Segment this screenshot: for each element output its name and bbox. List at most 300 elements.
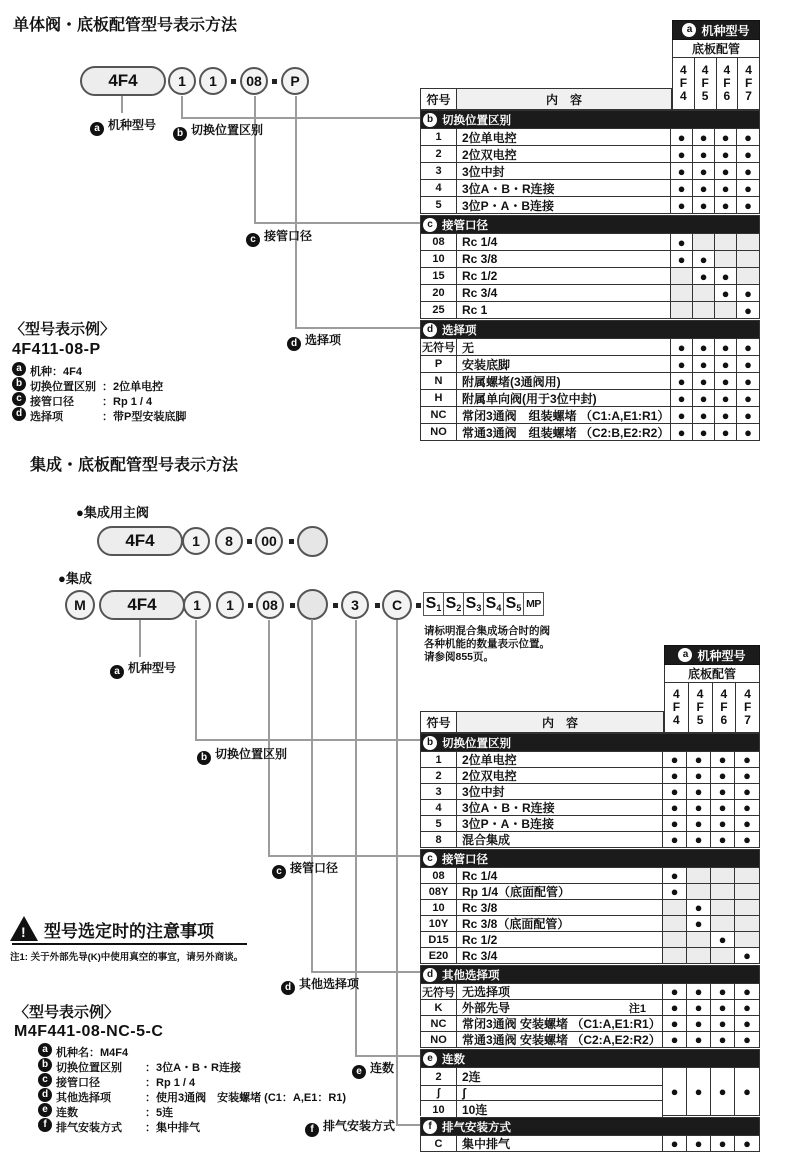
table-row	[421, 983, 759, 999]
availability-dot-cell	[715, 424, 737, 440]
availability-dot-icon: ●	[718, 800, 727, 815]
availability-dot-icon: ●	[677, 180, 686, 196]
availability-dot-cell	[693, 197, 715, 213]
cell-code: 08	[421, 234, 457, 250]
example-row	[14, 1118, 414, 1133]
availability-dot-cell	[687, 884, 711, 899]
availability-dot-cell	[693, 129, 715, 145]
model-code-char: 4	[745, 63, 752, 77]
availability-dot-cell	[687, 1136, 711, 1151]
diagram-label-text: 接管口径	[290, 861, 339, 875]
table-row	[421, 751, 759, 767]
circled-c-icon: c	[272, 865, 286, 879]
availability-dot-cell	[671, 129, 693, 145]
model-code-cells	[672, 58, 760, 110]
cell-code: 5	[421, 816, 457, 831]
availability-dot-icon: ●	[744, 407, 752, 423]
example-value: ：2位单电控	[102, 381, 164, 393]
cell-content: ʃ	[457, 1086, 663, 1100]
example-label: 连数	[56, 1107, 78, 1119]
availability-dot-icon: ●	[744, 163, 752, 179]
table-row	[421, 947, 759, 963]
availability-dot-cell	[715, 407, 737, 423]
availability-dot-cell	[663, 884, 687, 899]
availability-dot-icon: ●	[721, 163, 730, 179]
availability-dot-icon: ●	[721, 180, 730, 196]
example-value: ：使用3通阀 安装螺堵 (C1：A,E1：R1)	[145, 1092, 347, 1104]
diagram-label-text: 切换位置区别	[191, 123, 264, 137]
availability-dot-cell	[663, 816, 687, 831]
model-code-char: F	[701, 76, 709, 90]
availability-dot-icon: ●	[743, 832, 751, 847]
cell-code: N	[421, 373, 457, 389]
diagram-label-text: 机种型号	[108, 118, 157, 132]
availability-dot-cell	[671, 373, 693, 389]
availability-dot-icon: ●	[694, 784, 703, 799]
availability-dot-cell	[735, 900, 759, 915]
availability-dot-cell	[687, 1032, 711, 1047]
availability-dot-icon: ●	[718, 768, 727, 783]
model-digit-bubble: 1	[168, 67, 196, 95]
availability-dot-cell	[715, 234, 737, 250]
station-box	[503, 592, 524, 616]
cell-code: 1	[421, 129, 457, 145]
model-code	[738, 58, 760, 110]
cell-content: 附属单向阀(用于3位中封)	[457, 390, 671, 406]
station-box	[443, 592, 464, 616]
availability-dot-cell	[711, 832, 735, 847]
availability-dot-cell	[663, 800, 687, 815]
section-title: 接管口径	[442, 219, 488, 232]
example-row	[10, 407, 410, 422]
cell-content: 集中排气	[457, 1136, 663, 1151]
single-valve-section-title: 单体阀・底板配管型号表示方法	[13, 17, 238, 34]
availability-dot-cell	[735, 884, 759, 899]
cell-content: 无	[457, 339, 671, 355]
availability-dot-icon: ●	[721, 285, 730, 301]
note-line: 请标明混合集成场合时的阀	[424, 625, 550, 637]
circled-e-icon: e	[423, 1052, 437, 1066]
availability-dot-cell	[687, 984, 711, 999]
availability-dot-icon: ●	[677, 251, 686, 267]
availability-dot-icon: ●	[743, 984, 751, 999]
table-row	[421, 1068, 663, 1085]
example-row	[14, 1103, 414, 1118]
connector-line	[311, 619, 313, 973]
section-title: 选择项	[442, 324, 477, 337]
connector-line	[254, 222, 421, 224]
availability-dot-icon: ●	[694, 916, 703, 931]
cell-content: 3位P・A・B连接	[457, 197, 671, 213]
availability-dot-icon: ●	[694, 832, 703, 847]
availability-dot-cell	[735, 768, 759, 783]
model-digit-bubble: 8	[215, 527, 243, 555]
model-code-char: 7	[744, 713, 751, 727]
availability-dot-cell	[737, 251, 759, 267]
column-content-header: 内 容	[457, 712, 663, 732]
circled-letter-icon: b	[12, 377, 26, 391]
cell-content: Rc 3/8	[457, 251, 671, 267]
model-code-header	[664, 645, 760, 733]
table-row	[421, 831, 759, 847]
availability-dot-cell	[735, 948, 759, 963]
cell-content: 3位中封	[457, 784, 663, 799]
table-row	[421, 145, 759, 162]
availability-dot-cell	[711, 868, 735, 883]
availability-dot-cell	[693, 424, 715, 440]
cell-code: 3	[421, 163, 457, 179]
model-code-header	[672, 20, 760, 110]
section-header-bar	[421, 321, 759, 338]
cell-code: 10Y	[421, 916, 457, 931]
availability-dot-cell	[737, 163, 759, 179]
model-code-char: 4	[720, 687, 728, 701]
availability-dot-icon: ●	[677, 163, 686, 179]
availability-dot-icon: ●	[694, 1032, 703, 1047]
circled-e-icon: e	[352, 1065, 366, 1079]
availability-dot-cell	[711, 816, 735, 831]
cell-code: 2	[421, 768, 457, 783]
cell-content: Rc 1/4	[457, 868, 663, 883]
example-row	[10, 362, 410, 377]
availability-dot-cell	[693, 251, 715, 267]
availability-dot-icon: ●	[721, 146, 730, 162]
circled-letter-icon: b	[38, 1058, 52, 1072]
cell-content: 2连	[457, 1068, 663, 1085]
availability-dot-icon: ●	[670, 1032, 679, 1047]
blank-option-bubble	[297, 526, 328, 557]
availability-dot-icon: ●	[743, 800, 751, 815]
separator-dot-icon	[290, 603, 295, 608]
cell-content: 3位P・A・B连接	[457, 816, 663, 831]
cell-content: 2位单电控	[457, 129, 671, 145]
availability-dot-cell	[711, 900, 735, 915]
cell-code: 4	[421, 800, 457, 815]
table-row	[421, 899, 759, 915]
circled-letter-icon: d	[12, 407, 26, 421]
availability-dot-icon: ●	[677, 407, 686, 423]
availability-dot-cell	[711, 1000, 735, 1015]
availability-dot-icon: ●	[721, 356, 730, 372]
availability-dot-icon: ●	[670, 1084, 679, 1099]
availability-dot-cell	[711, 1032, 735, 1047]
model-code	[664, 683, 689, 733]
circled-a-icon: a	[90, 122, 104, 136]
availability-dot-cell	[737, 146, 759, 162]
example-label: 切换位置区别	[56, 1062, 122, 1074]
availability-dot-icon: ●	[744, 302, 752, 318]
cell-note: 注1	[628, 1002, 646, 1015]
availability-dot-icon: ●	[721, 129, 730, 145]
example-label: 其他选择项	[56, 1092, 111, 1104]
availability-dot-cell	[711, 916, 735, 931]
availability-dot-cell	[737, 356, 759, 372]
example-label: 接管口径	[56, 1077, 100, 1089]
availability-dot-cell	[711, 768, 735, 783]
station-box-main: S	[445, 595, 457, 612]
cell-code: 无符号	[421, 339, 457, 355]
section-title: 连数	[442, 1053, 465, 1066]
table-row	[421, 915, 759, 931]
diagram-label-text: 连数	[370, 1061, 395, 1075]
model-code-char: F	[696, 700, 704, 714]
model-digit-bubble: 1	[182, 527, 210, 555]
availability-dot-cell	[663, 752, 687, 767]
port-size-bubble: 08	[256, 591, 284, 619]
circled-letter-icon: a	[12, 362, 26, 376]
example-row	[14, 1058, 414, 1073]
availability-dot-icon: ●	[670, 784, 679, 799]
availability-dot-cell	[735, 1068, 759, 1115]
diagram-label-a	[90, 116, 156, 136]
availability-dot-cell	[693, 163, 715, 179]
cell-content: Rc 1/4	[457, 234, 671, 250]
availability-dot-cell	[671, 407, 693, 423]
cell-code: NC	[421, 407, 457, 423]
model-family-bubble: 4F4	[97, 526, 183, 556]
availability-dot-icon: ●	[670, 1136, 679, 1151]
example-model-number: M4F441-08-NC-5-C	[14, 1023, 164, 1040]
example-rows	[10, 362, 410, 422]
circled-letter-icon: f	[38, 1118, 52, 1132]
availability-dot-icon: ●	[699, 197, 708, 213]
availability-dot-icon: ●	[743, 768, 751, 783]
model-family-bubble: 4F4	[80, 66, 166, 96]
model-code-char: 4	[673, 687, 680, 701]
cell-code: NC	[421, 1016, 457, 1031]
model-code-char: 5	[701, 89, 709, 103]
availability-dot-cell	[711, 1068, 735, 1115]
model-code-char: 7	[745, 89, 752, 103]
cell-content: Rc 3/8（底面配管）	[457, 916, 663, 931]
availability-dot-cell	[693, 339, 715, 355]
table-row	[421, 931, 759, 947]
cell-content: 常通3通阀 安装螺堵 （C2:A,E2:R2）	[457, 1032, 663, 1047]
availability-dot-icon: ●	[670, 832, 679, 847]
cell-code: NO	[421, 424, 457, 440]
availability-dot-cell	[715, 373, 737, 389]
exhaust-bubble: C	[382, 590, 412, 620]
warning-exclamation: !	[21, 924, 26, 940]
cell-content: 3位A・B・R连接	[457, 180, 671, 196]
availability-dot-icon: ●	[721, 424, 730, 440]
table-row	[421, 284, 759, 301]
availability-dot-cell	[737, 285, 759, 301]
manifold-label: ●集成	[58, 571, 92, 586]
cell-content: Rp 1/4（底面配管）	[457, 884, 663, 899]
table-row	[421, 999, 759, 1015]
availability-dot-icon: ●	[694, 752, 703, 767]
availability-dot-cell	[737, 390, 759, 406]
availability-dot-icon: ●	[670, 816, 679, 831]
example-row	[10, 392, 410, 407]
availability-dot-icon: ●	[694, 816, 703, 831]
availability-dot-cell	[663, 1068, 687, 1115]
circled-f-icon: f	[305, 1123, 319, 1137]
connector-line	[268, 620, 270, 857]
blank-option-bubble	[297, 589, 328, 620]
availability-dot-cell	[671, 356, 693, 372]
model-code-char: 4	[696, 687, 704, 701]
availability-dot-icon: ●	[718, 752, 727, 767]
connector-line	[195, 620, 197, 741]
table-columns-header	[420, 88, 672, 110]
mixed-manifold-note	[424, 625, 550, 664]
note-line: 请参阅855页。	[424, 651, 495, 663]
example-row	[14, 1073, 414, 1088]
section-header-bar	[421, 1050, 759, 1067]
station-box-subscript: 2	[456, 603, 462, 613]
availability-dot-cell	[715, 146, 737, 162]
circled-c-icon: c	[246, 233, 260, 247]
availability-dot-cell	[671, 251, 693, 267]
availability-dot-icon: ●	[699, 180, 708, 196]
station-box	[483, 592, 504, 616]
diagram-label-b	[173, 121, 263, 141]
availability-dot-icon: ●	[718, 1084, 727, 1099]
availability-dot-cell	[671, 390, 693, 406]
availability-dot-icon: ●	[677, 373, 686, 389]
cell-code: 2	[421, 146, 457, 162]
table-row	[421, 406, 759, 423]
table-row	[421, 767, 759, 783]
availability-dot-icon: ●	[718, 1136, 727, 1151]
section-title: 接管口径	[442, 853, 488, 866]
availability-dot-icon: ●	[718, 784, 727, 799]
availability-dot-cell	[735, 784, 759, 799]
table-row	[421, 867, 759, 883]
availability-dot-icon: ●	[744, 424, 752, 440]
availability-dot-cell	[687, 916, 711, 931]
table-row	[421, 233, 759, 250]
availability-dot-cell	[663, 932, 687, 947]
cell-content: 混合集成	[457, 832, 663, 847]
example-row	[14, 1043, 414, 1058]
connector-line	[295, 327, 421, 329]
table-row	[421, 162, 759, 179]
table-section-d	[420, 965, 760, 1048]
diagram-label-b	[197, 745, 287, 765]
station-box-subscript: 4	[496, 603, 502, 613]
table-section-d	[420, 320, 760, 441]
availability-dot-cell	[663, 900, 687, 915]
connector-line	[181, 96, 183, 119]
cell-content: 外部先导 注1	[457, 1000, 663, 1015]
availability-dot-cell	[693, 285, 715, 301]
cell-content: 2位单电控	[457, 752, 663, 767]
model-code	[695, 58, 717, 110]
availability-dot-cell	[735, 800, 759, 815]
circled-letter-icon: c	[38, 1073, 52, 1087]
table-row	[421, 1100, 663, 1118]
availability-dot-cell	[663, 1000, 687, 1015]
cell-code: E20	[421, 948, 457, 963]
cell-code: 20	[421, 285, 457, 301]
availability-dot-icon: ●	[694, 1000, 703, 1015]
cell-content: 3位中封	[457, 163, 671, 179]
cell-code: ʃ	[421, 1086, 457, 1100]
availability-dot-cell	[671, 163, 693, 179]
availability-dot-cell	[663, 948, 687, 963]
availability-dot-cell	[711, 1136, 735, 1151]
availability-dot-cell	[687, 832, 711, 847]
availability-dot-cell	[737, 407, 759, 423]
model-code	[672, 58, 695, 110]
section-header-bar	[421, 734, 759, 751]
availability-dot-icon: ●	[743, 1032, 751, 1047]
availability-dot-icon: ●	[744, 129, 752, 145]
example-heading: 〈型号表示例〉	[10, 321, 116, 338]
stations-bubble: 3	[341, 591, 369, 619]
availability-dot-icon: ●	[743, 1000, 751, 1015]
availability-dot-icon: ●	[677, 234, 686, 250]
availability-dot-cell	[663, 1016, 687, 1031]
model-selection-warning	[10, 914, 290, 964]
availability-dot-cell	[711, 932, 735, 947]
example-label: 机种：4F4	[30, 366, 82, 378]
table-row	[421, 338, 759, 355]
table-row	[421, 267, 759, 284]
availability-dot-cell	[687, 752, 711, 767]
availability-dot-cell	[715, 390, 737, 406]
example-value: ：3位A・B・R连接	[145, 1062, 241, 1074]
availability-dot-icon: ●	[721, 339, 730, 355]
cell-content: 10连	[457, 1101, 663, 1118]
section-header-bar	[421, 1118, 759, 1135]
availability-dot-icon: ●	[677, 129, 686, 145]
station-box-subscript: 1	[436, 603, 442, 613]
availability-dot-icon: ●	[744, 373, 752, 389]
availability-dot-icon: ●	[694, 800, 703, 815]
availability-dot-cell	[715, 285, 737, 301]
availability-dot-icon: ●	[699, 129, 708, 145]
station-box-main: S	[465, 595, 477, 612]
availability-dot-cell	[693, 146, 715, 162]
availability-dot-cell	[711, 884, 735, 899]
availability-dot-icon: ●	[721, 407, 730, 423]
availability-dot-cell	[663, 868, 687, 883]
cell-content: 2位双电控	[457, 768, 663, 783]
circled-b-icon: b	[173, 127, 187, 141]
availability-dot-cell	[671, 339, 693, 355]
cell-code: 4	[421, 180, 457, 196]
availability-dot-cell	[737, 234, 759, 250]
model-code-char: 4	[673, 713, 680, 727]
table-row	[421, 389, 759, 406]
cell-content: 常通3通阀 组装螺堵 （C2:B,E2:R2）	[457, 424, 671, 440]
availability-dot-cell	[715, 302, 737, 318]
availability-dot-cell	[687, 1016, 711, 1031]
availability-dot-icon: ●	[670, 984, 679, 999]
diagram-label-d	[287, 331, 341, 351]
availability-dot-icon: ●	[694, 984, 703, 999]
circled-letter-icon: e	[38, 1103, 52, 1117]
model-header-text: 机种型号	[697, 648, 746, 663]
availability-dot-icon: ●	[744, 197, 752, 213]
availability-dot-cell	[671, 234, 693, 250]
example-label: 切换位置区别	[30, 381, 96, 393]
section-title: 切换位置区别	[442, 737, 511, 750]
model-code-char: 4	[680, 63, 687, 77]
circled-a-icon: a	[678, 648, 692, 662]
availability-dot-cell	[663, 1136, 687, 1151]
cell-content: Rc 3/4	[457, 285, 671, 301]
availability-dot-cell	[693, 268, 715, 284]
availability-dot-cell	[737, 424, 759, 440]
availability-dot-icon: ●	[677, 197, 686, 213]
availability-dot-cell	[715, 163, 737, 179]
table-row	[421, 250, 759, 267]
